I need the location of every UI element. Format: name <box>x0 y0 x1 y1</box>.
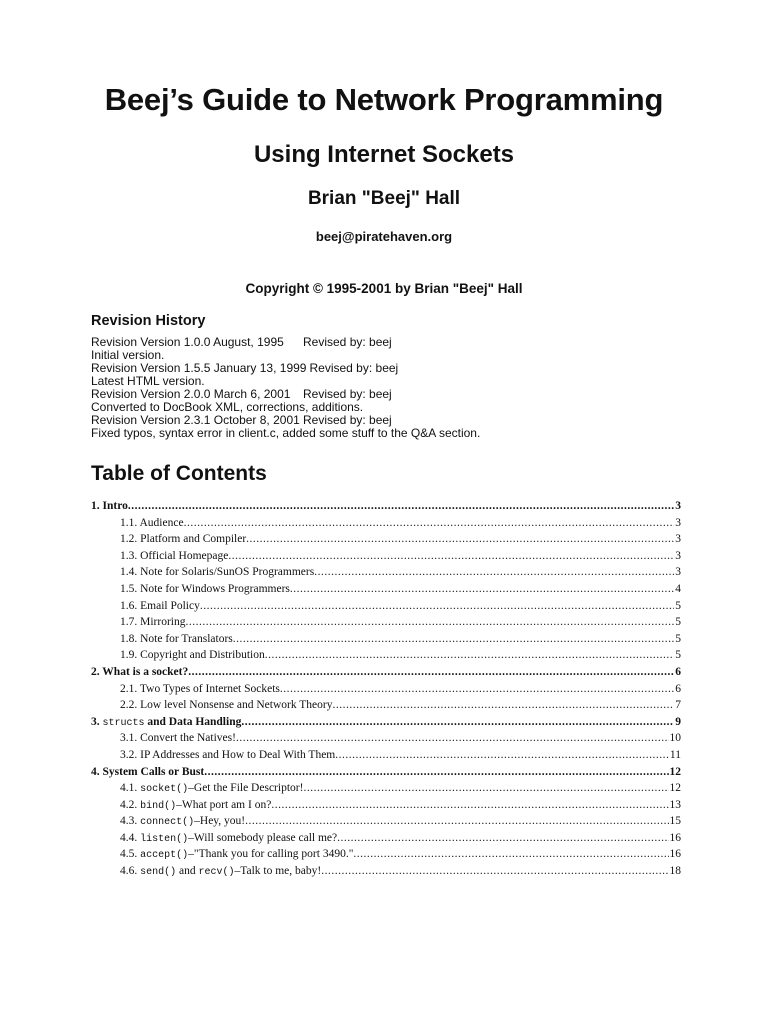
toc-page-number: 5 <box>675 616 681 629</box>
toc-entry-code: socket() <box>140 784 189 796</box>
toc-dot-leader <box>290 581 674 598</box>
toc-page-number: 10 <box>669 732 681 745</box>
toc-page-number: 5 <box>675 632 681 645</box>
toc-section-entry[interactable] <box>91 647 681 664</box>
toc-entry-title <box>91 764 204 781</box>
toc-entry-title <box>120 730 236 747</box>
toc-section-entry[interactable] <box>91 697 681 714</box>
revision-description: Latest HTML version. <box>91 374 205 388</box>
toc-chapter-entry[interactable] <box>91 498 681 515</box>
toc-dot-leader <box>246 531 674 548</box>
toc-entry-title <box>120 531 246 548</box>
author-name: Brian "Beej" Hall <box>307 188 461 209</box>
toc-entry-number: 2.2. <box>120 699 138 712</box>
toc-page-number: 13 <box>669 798 681 811</box>
toc-page-number: 12 <box>669 765 681 778</box>
toc-entry-text: Official Homepage <box>140 549 229 562</box>
toc-entry-number: 2. <box>91 665 100 678</box>
toc-chapter-entry[interactable] <box>91 714 681 731</box>
toc-entry-text: Mirroring <box>140 616 186 629</box>
toc-entry-text: Copyright and Distribution <box>140 649 265 662</box>
toc-entry-number: 1.8. <box>120 632 138 645</box>
toc-entry-text: IP Addresses and How to Deal With Them <box>140 748 336 761</box>
toc-entry-title <box>120 747 335 764</box>
toc-page-number: 16 <box>669 831 681 844</box>
toc-dot-leader <box>321 863 668 880</box>
toc-entry-code: send() <box>140 867 177 879</box>
revision-description: Fixed typos, syntax error in client.c, added some stuff to the Q&A section. <box>91 426 481 440</box>
toc-entry-number: 1.6. <box>120 599 138 612</box>
toc-dot-leader <box>314 564 674 581</box>
toc-page-number: 3 <box>675 516 681 529</box>
toc-entry-number: 4.4. <box>120 831 138 844</box>
toc-entry-text: Intro <box>102 500 128 512</box>
toc-entry-text: –What port am I on? <box>176 798 272 811</box>
toc-section-entry[interactable] <box>91 813 681 830</box>
revision-version: Revision Version 1.5.5 January 13, 1999 <box>91 361 307 375</box>
toc-entry-text: Low level Nonsense and Network Theory <box>140 699 333 712</box>
toc-entry-text: and Data Handling <box>144 715 242 728</box>
toc-page-number: 3 <box>675 549 681 562</box>
toc-dot-leader <box>241 714 674 731</box>
toc-section-entry[interactable] <box>91 863 681 880</box>
author-email: beej@piratehaven.org <box>315 229 453 244</box>
toc-entry-text: and <box>176 865 199 878</box>
revision-revised-by: Revised by: beej <box>309 361 399 375</box>
toc-entry-number: 1.5. <box>120 582 138 595</box>
revision-revised-by: Revised by: beej <box>303 413 392 427</box>
toc-entry-text: Platform and Compiler <box>140 533 247 546</box>
toc-entry-number: 1.7. <box>120 616 138 629</box>
toc-entry-text: Audience <box>139 516 184 529</box>
toc-entry-text: –Hey, you! <box>194 815 246 828</box>
toc-entry-text: –"Thank you for calling port 3490." <box>188 848 354 861</box>
toc-page-number: 6 <box>675 682 681 695</box>
toc-dot-leader <box>188 664 674 681</box>
revision-description: Initial version. <box>91 348 165 362</box>
revision-version: Revision Version 2.3.1 October 8, 2001 <box>91 413 300 427</box>
toc-entry-text: –Get the File Descriptor! <box>188 782 304 795</box>
toc-entry-number: 4. <box>91 765 100 778</box>
toc-entry-number: 1.4. <box>120 566 138 579</box>
table-of-contents <box>91 498 681 880</box>
toc-entry-title <box>120 515 184 532</box>
revision-revised-by: Revised by: beej <box>303 335 392 349</box>
toc-dot-leader <box>353 846 668 863</box>
toc-entry-text: Email Policy <box>140 599 200 612</box>
toc-entry-number: 4.5. <box>120 848 138 861</box>
toc-entry-number: 1.2. <box>120 533 138 546</box>
toc-dot-leader <box>204 764 668 781</box>
toc-section-entry[interactable] <box>91 681 681 698</box>
toc-entry-text: –Talk to me, baby! <box>234 865 322 878</box>
toc-dot-leader <box>265 647 675 664</box>
toc-section-entry[interactable] <box>91 548 681 565</box>
toc-entry-text: Convert the Natives! <box>140 732 236 745</box>
toc-section-entry[interactable] <box>91 581 681 598</box>
toc-page-number: 3 <box>675 500 681 512</box>
toc-page-number: 18 <box>669 865 681 878</box>
revision-history-heading: Revision History <box>91 313 206 329</box>
toc-dot-leader <box>280 681 674 698</box>
toc-entry-code: accept() <box>140 850 189 862</box>
revision-version: Revision Version 1.0.0 August, 1995 <box>91 335 284 349</box>
revision-history-table <box>91 336 691 440</box>
toc-entry-code: recv() <box>198 867 235 879</box>
toc-entry-number: 4.1. <box>120 782 138 795</box>
toc-dot-leader <box>245 813 668 830</box>
toc-entry-number: 4.6. <box>120 865 138 878</box>
toc-dot-leader <box>185 614 674 631</box>
toc-entry-number: 1.1. <box>120 516 138 529</box>
document-subtitle: Using Internet Sockets <box>253 141 515 168</box>
toc-entry-title <box>120 548 228 565</box>
toc-entry-text: Note for Windows Programmers <box>140 582 290 595</box>
toc-dot-leader <box>337 830 668 847</box>
toc-entry-number: 2.1. <box>120 682 138 695</box>
revision-version: Revision Version 2.0.0 March 6, 2001 <box>91 387 291 401</box>
toc-entry-title <box>120 614 185 631</box>
toc-entry-number: 4.2. <box>120 798 138 811</box>
toc-entry-number: 3. <box>91 715 100 728</box>
toc-section-entry[interactable] <box>91 631 681 648</box>
revision-entry <box>91 336 691 349</box>
toc-dot-leader <box>184 515 675 532</box>
toc-entry-text: System Calls or Bust <box>102 765 205 778</box>
toc-page-number: 16 <box>669 848 681 861</box>
toc-page-number: 3 <box>675 533 681 546</box>
toc-page-number: 15 <box>669 815 681 828</box>
toc-entry-code: structs <box>102 717 145 729</box>
toc-section-entry[interactable] <box>91 564 681 581</box>
toc-dot-leader <box>271 797 668 814</box>
toc-page-number: 4 <box>675 582 681 595</box>
toc-entry-number: 1.3. <box>120 549 138 562</box>
toc-section-entry[interactable] <box>91 531 681 548</box>
toc-entry-title <box>91 664 188 681</box>
toc-entry-text: Two Types of Internet Sockets <box>139 682 280 695</box>
toc-heading: Table of Contents <box>91 462 267 485</box>
toc-entry-text: –Will somebody please call me? <box>188 831 338 844</box>
toc-entry-title <box>120 581 290 598</box>
toc-dot-leader <box>236 730 669 747</box>
toc-entry-code: bind() <box>140 800 177 812</box>
copyright-notice: Copyright © 1995-2001 by Brian "Beej" Hall <box>245 281 523 296</box>
toc-entry-title <box>120 631 233 648</box>
revision-description: Converted to DocBook XML, corrections, additions. <box>91 400 364 414</box>
toc-entry-title <box>120 564 314 581</box>
toc-entry-title <box>120 647 265 664</box>
toc-section-entry[interactable] <box>91 747 681 764</box>
toc-entry-number: 3.1. <box>120 732 138 745</box>
toc-entry-title <box>120 863 321 882</box>
toc-dot-leader <box>303 780 668 797</box>
toc-entry-number: 1. <box>91 500 100 512</box>
toc-section-entry[interactable] <box>91 830 681 847</box>
toc-dot-leader <box>233 631 674 648</box>
toc-entry-text: Note for Translators <box>140 632 233 645</box>
toc-page-number: 9 <box>675 715 681 728</box>
document-title: Beej’s Guide to Network Programming <box>104 82 664 117</box>
toc-dot-leader <box>228 548 674 565</box>
toc-entry-text: Note for Solaris/SunOS Programmers <box>140 566 315 579</box>
toc-chapter-entry[interactable] <box>91 764 681 781</box>
toc-section-entry[interactable] <box>91 515 681 532</box>
toc-page-number: 6 <box>675 665 681 678</box>
toc-page-number: 7 <box>675 699 681 712</box>
toc-page-number: 12 <box>669 782 681 795</box>
toc-section-entry[interactable] <box>91 797 681 814</box>
toc-section-entry[interactable] <box>91 614 681 631</box>
toc-page-number: 5 <box>675 599 681 612</box>
toc-entry-code: listen() <box>140 833 189 845</box>
toc-section-entry[interactable] <box>91 846 681 863</box>
toc-entry-code: connect() <box>140 817 195 829</box>
toc-section-entry[interactable] <box>91 730 681 747</box>
toc-entry-title <box>91 498 128 515</box>
toc-page-number: 11 <box>669 748 681 761</box>
toc-entry-title <box>120 697 333 714</box>
toc-entry-number: 1.9. <box>120 649 138 662</box>
toc-section-entry[interactable] <box>91 598 681 615</box>
toc-entry-text: What is a socket? <box>102 665 189 678</box>
toc-entry-number: 4.3. <box>120 815 138 828</box>
toc-entry-title <box>120 598 200 615</box>
toc-dot-leader <box>335 747 669 764</box>
toc-dot-leader <box>333 697 675 714</box>
toc-entry-number: 3.2. <box>120 748 138 761</box>
toc-page-number: 5 <box>675 649 681 662</box>
toc-section-entry[interactable] <box>91 780 681 797</box>
toc-dot-leader <box>200 598 674 615</box>
toc-chapter-entry[interactable] <box>91 664 681 681</box>
toc-entry-title <box>120 681 280 698</box>
toc-page-number: 3 <box>675 566 681 579</box>
toc-dot-leader <box>128 498 674 515</box>
revision-revised-by: Revised by: beej <box>303 387 392 401</box>
